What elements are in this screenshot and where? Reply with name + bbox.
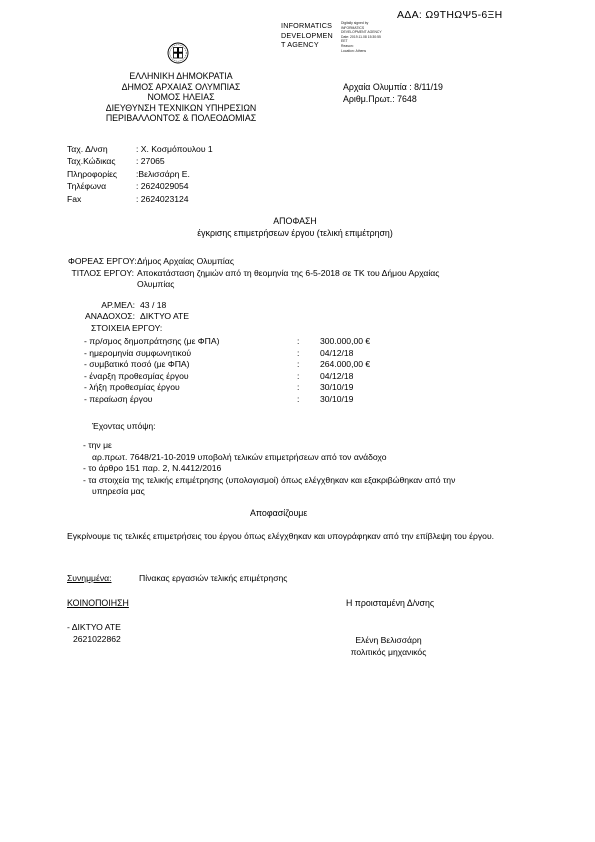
- project-title-value-cont: Ολυμπίας: [137, 279, 175, 290]
- data-value: 04/12/18: [320, 370, 354, 381]
- considering-heading: Έχοντας υπόψη:: [92, 421, 156, 431]
- considering-item: - το άρθρο 151 παρ. 2, Ν.4412/2016: [83, 463, 222, 474]
- greek-coat-of-arms-icon: [167, 42, 189, 64]
- project-data-colons: [297, 336, 299, 406]
- issuer-line: ΠΕΡΙΒΑΛΛΟΝΤΟΣ & ΠΟΛΕΟΔΟΜΙΑΣ: [105, 113, 257, 123]
- issuer-block: [90, 71, 272, 124]
- data-value: 30/10/19: [320, 393, 354, 404]
- ida-line: INFORMATICS: [281, 21, 333, 30]
- data-value: 300.000,00 €: [320, 336, 371, 346]
- project-labels: [68, 256, 137, 279]
- signature-note-line: INFORMATICS: [341, 25, 365, 30]
- arm-label: ΑΡ.ΜΕΛ:: [101, 300, 135, 310]
- data-label: - συμβατικό ποσό (με ΦΠΑ): [84, 359, 190, 370]
- data-value: 30/10/19: [320, 382, 354, 393]
- signature-note-line: Digitally signed by: [341, 21, 369, 25]
- signature-note-line: DEVELOPMENT AGENCY: [341, 30, 382, 35]
- recipient-name: - ΔΙΚΤΥΟ ΑΤΕ: [67, 622, 121, 632]
- document-date: Αρχαία Ολυμπία : 8/11/19: [343, 82, 443, 92]
- contact-label: Πληροφορίες: [67, 168, 118, 179]
- digital-signature-note: [341, 21, 382, 53]
- signature-note-line: Date: 2019.11.08 15:30:55: [341, 34, 381, 39]
- colon: :: [297, 382, 300, 393]
- contact-value: : Χ. Κοσμόπουλου 1: [136, 144, 213, 154]
- project-body-value: Δήμος Αρχαίας Ολυμπίας: [137, 256, 234, 266]
- data-label: - λήξη προθεσμίας έργου: [84, 382, 180, 393]
- protocol-number: Αριθμ.Πρωτ.: 7648: [343, 93, 417, 104]
- contact-label: Fax: [67, 193, 82, 204]
- contract-values: [140, 300, 189, 323]
- colon: :: [297, 370, 300, 381]
- project-title-value: Αποκατάσταση ζημιών από τη θεομηνία της 6-5-2018 σε ΤΚ του Δήμου Αρχαίας: [137, 267, 440, 278]
- decision-text: Εγκρίνουμε τις τελικές επιμετρήσεις του έργου όπως ελέγχθηκαν και υπογράφηκαν από την επίβλεψη του έργου.: [67, 531, 495, 541]
- decision-title: [150, 215, 440, 239]
- issuer-line: ΔΙΕΥΘΥΝΣΗ ΤΕΧΝΙΚΩΝ ΥΠΗΡΕΣΙΩΝ: [105, 102, 257, 113]
- contractor-label: ΑΝΑΔΟΧΟΣ:: [84, 311, 135, 322]
- contract-labels: [68, 300, 135, 323]
- signature-note-line: EET: [341, 39, 348, 44]
- considering-list: [83, 440, 455, 498]
- place-date-block: [343, 82, 443, 105]
- issuer-line: ΔΗΜΟΣ ΑΡΧΑΙΑΣ ΟΛΥΜΠΙΑΣ: [121, 81, 241, 92]
- data-label: - ημερομηνία συμφωνητικού: [84, 347, 192, 358]
- signatory-name: Ελένη Βελισσάρη: [355, 635, 422, 645]
- project-data-heading: ΣΤΟΙΧΕΙΑ ΕΡΓΟΥ:: [91, 323, 163, 333]
- colon: :: [297, 359, 300, 370]
- attachments-value: Πίνακας εργασιών τελικής επιμέτρησης: [139, 573, 288, 583]
- contact-value: : 2624023124: [136, 193, 189, 204]
- project-title-label: ΤΙΤΛΟΣ ΕΡΓΟΥ:: [71, 267, 134, 278]
- signatory-title: πολιτικός μηχανικός: [350, 647, 427, 658]
- data-label: - πρ/σμος δημοπράτησης (με ΦΠΑ): [84, 336, 220, 346]
- attachments-label: Συνημμένα:: [67, 573, 112, 583]
- considering-item-cont: υπηρεσία μας: [92, 486, 145, 497]
- recipient-phone: 2621022862: [73, 634, 121, 644]
- ida-stamp: [281, 21, 333, 50]
- decision-heading: Αποφασίζουμε: [250, 508, 308, 518]
- ida-line: T AGENCY: [281, 40, 319, 50]
- project-body-label: ΦΟΡΕΑΣ ΕΡΓΟΥ:: [68, 256, 137, 266]
- considering-item: - τα στοιχεία της τελικής επιμέτρησης (υπολογισμοί) όπως ελέγχθηκαν και εξακριβώθηκαν από την: [83, 474, 456, 485]
- signature-note-line: Location: Athens: [341, 48, 367, 53]
- arm-value: 43 / 18: [140, 300, 167, 310]
- colon: :: [297, 347, 300, 358]
- notification-label: ΚΟΙΝΟΠΟΙΗΣΗ: [67, 598, 129, 608]
- considering-item: - την με: [83, 440, 112, 450]
- ada-code: ΑΔΑ: Ω9ΤΗΩΨ5-6ΞΗ: [397, 9, 503, 21]
- considering-item-cont: αρ.πρωτ. 7648/21-10-2019 υποβολή τελικών επιμετρήσεων από τον ανάδοχο: [92, 451, 387, 462]
- signatory-role: Η προισταμένη Δ/νσης: [346, 598, 435, 608]
- signatory-block: [336, 634, 441, 659]
- title-sub: έγκρισης επιμετρήσεων έργου (τελική επιμέτρηση): [197, 228, 393, 238]
- colon: :: [297, 393, 300, 404]
- project-data-values: [320, 336, 370, 406]
- contact-value: : 2624029054: [136, 181, 189, 192]
- data-value: 04/12/18: [320, 347, 354, 358]
- notification-recipient: [67, 621, 121, 645]
- data-label: - έναρξη προθεσμίας έργου: [84, 370, 189, 381]
- contact-value: : 27065: [136, 156, 165, 167]
- data-label: - περαίωση έργου: [84, 393, 153, 404]
- contact-label: Ταχ.Κώδικας: [67, 156, 116, 167]
- data-value: 264.000,00 €: [320, 359, 371, 370]
- issuer-line: ΕΛΛΗΝΙΚΗ ΔΗΜΟΚΡΑΤΙΑ: [129, 71, 233, 81]
- title-main: ΑΠΟΦΑΣΗ: [273, 216, 317, 226]
- issuer-line: ΝΟΜΟΣ ΗΛΕΙΑΣ: [147, 92, 215, 102]
- project-data-labels: [84, 336, 219, 406]
- contact-labels: [67, 143, 117, 205]
- contact-label: Τηλέφωνα: [67, 181, 107, 192]
- contact-label: Ταχ. Δ/νση: [67, 144, 108, 154]
- contact-values: [136, 143, 213, 205]
- contact-value: :Βελισσάρη Ε.: [136, 168, 190, 179]
- colon: :: [297, 336, 300, 346]
- ida-line: DEVELOPMEN: [281, 30, 333, 40]
- project-values: [137, 256, 439, 291]
- contractor-value: ΔΙΚΤΥΟ ΑΤΕ: [140, 311, 190, 322]
- signature-note-line: Reason:: [341, 43, 354, 48]
